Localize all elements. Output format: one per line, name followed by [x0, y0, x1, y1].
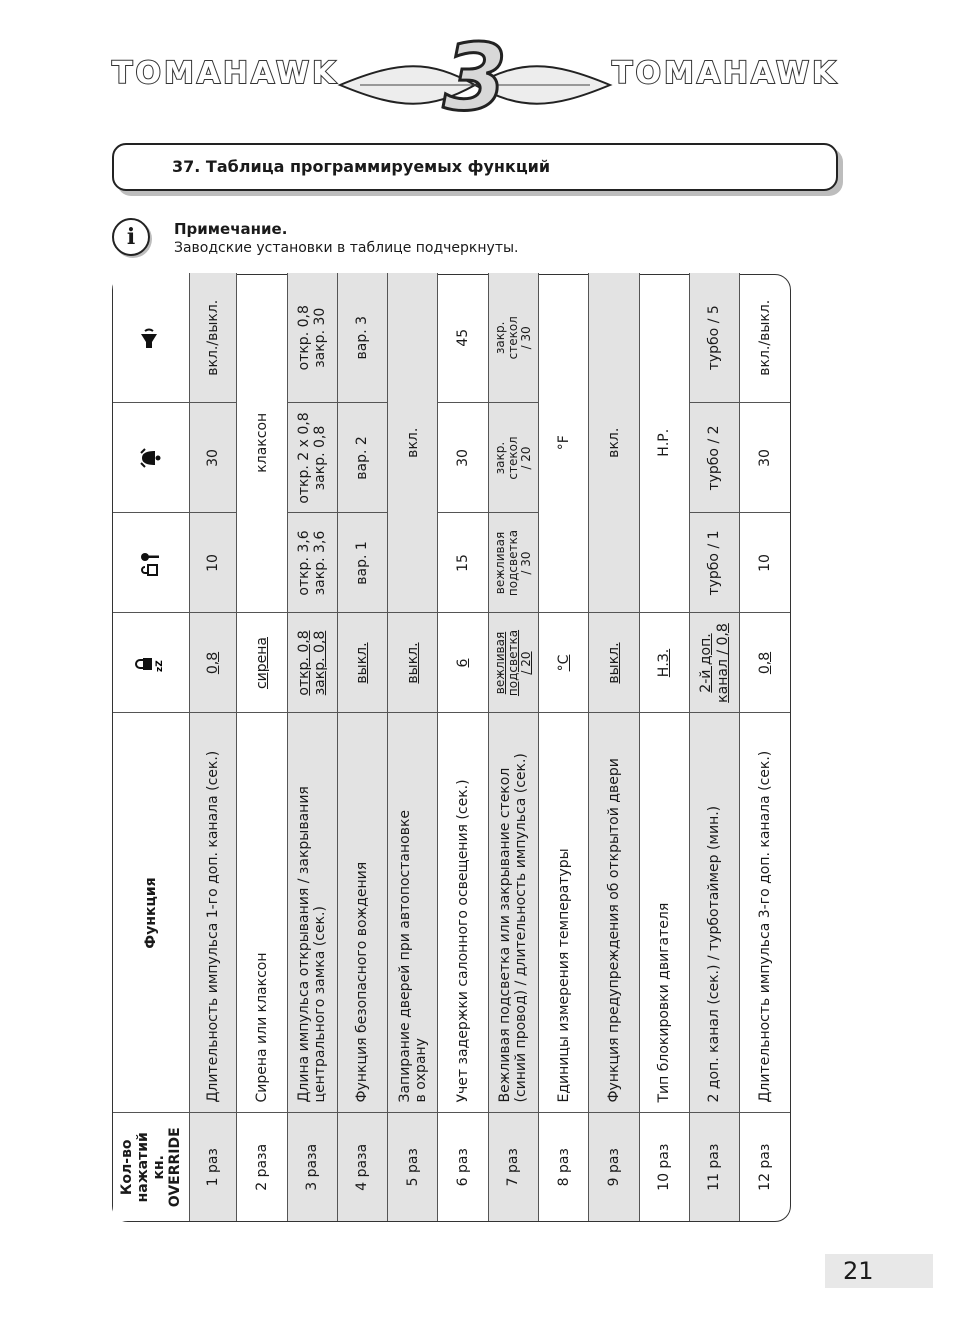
table-row [337, 273, 387, 1221]
default-value-line: сирена [253, 636, 270, 690]
option-value-3 [438, 403, 488, 513]
merged-value: °F [538, 273, 588, 613]
default-value-line: 6 [454, 658, 471, 668]
option-value-2-line: 10 [205, 554, 222, 572]
press-count: 8 раз [538, 1113, 588, 1221]
function-description [589, 713, 639, 1113]
merged-value: клаксон [237, 273, 287, 613]
table-row [237, 273, 287, 1221]
function-description [689, 713, 739, 1113]
press-count: 2 раза [237, 1113, 287, 1221]
option-value-4-line: турбо / 5 [706, 305, 723, 371]
press-count: 11 раз [689, 1113, 739, 1221]
default-value [488, 613, 538, 713]
default-value [689, 613, 739, 713]
function-description-line: Тип блокировки двигателя [656, 902, 673, 1103]
default-value-line: °C [555, 654, 572, 672]
option-value-3-line: стекол [506, 436, 521, 480]
header-col2 [113, 513, 189, 613]
option-value-3 [488, 403, 538, 513]
option-value-4-line: вкл./выкл. [205, 299, 222, 376]
option-value-2-line: 15 [454, 554, 471, 572]
press-count: 5 раз [388, 1113, 438, 1221]
function-description-line: в охрану [412, 1038, 429, 1103]
default-value-line: Н.З. [656, 648, 673, 678]
option-value-4-line: откр. 0,8 [296, 305, 313, 371]
default-value [740, 613, 790, 713]
table-row [189, 273, 236, 1221]
function-description [237, 713, 287, 1113]
option-value-2 [438, 513, 488, 613]
header-function: Функция [113, 713, 189, 1113]
functions-table-wrapper [112, 274, 791, 1222]
option-value-4 [689, 273, 739, 403]
function-description-line: (синий провод) / длительность импульса (сек.) [513, 753, 530, 1103]
function-description-line: Вежливая подсветка или закрывание стекол [497, 767, 514, 1103]
option-value-3-line: вар. 2 [354, 436, 371, 480]
option-value-2-line: / 30 [518, 551, 533, 575]
option-value-4 [438, 273, 488, 403]
section-title-box [112, 143, 838, 191]
option-value-2-line: вежливая [493, 531, 508, 595]
table-row [538, 273, 588, 1221]
default-value [237, 613, 287, 713]
option-value-4 [287, 273, 337, 403]
option-value-4-line: закр. [493, 321, 508, 354]
merged-value: вкл. [589, 273, 639, 613]
option-value-2 [337, 513, 387, 613]
table-row [287, 273, 337, 1221]
press-count: 1 раз [189, 1113, 236, 1221]
function-description-line: Сирена или клаксон [253, 952, 270, 1103]
lock-key-icon [136, 549, 162, 577]
function-description-line: Единицы измерения температуры [555, 848, 572, 1103]
default-value [589, 613, 639, 713]
option-value-4-line: 45 [454, 328, 471, 347]
function-description [287, 713, 337, 1113]
default-value-line: 0,8 [205, 651, 222, 675]
function-description [337, 713, 387, 1113]
table-row [488, 273, 538, 1221]
header-count-line: нажатий [134, 1132, 151, 1203]
default-value-line: / 20 [518, 651, 533, 675]
function-description-line: Длина импульса открывания / закрывания [296, 786, 313, 1103]
default-value [388, 613, 438, 713]
brand-logo-right: TOMAHAWK [612, 56, 839, 91]
option-value-2-line: 10 [757, 554, 774, 572]
horn-icon [138, 326, 160, 350]
option-value-2-line: подсветка [506, 529, 521, 597]
function-description [740, 713, 790, 1113]
default-value-line: выкл. [404, 642, 421, 684]
function-description [639, 713, 689, 1113]
default-value-line: 0,8 [757, 651, 774, 675]
header-col4 [113, 273, 189, 403]
function-description-line: Функция безопасного вождения [354, 861, 371, 1103]
default-value-line: канал / 0,8 [714, 623, 731, 703]
press-count: 4 раза [337, 1113, 387, 1221]
press-count: 6 раз [438, 1113, 488, 1221]
function-description [488, 713, 538, 1113]
table-row [740, 273, 790, 1221]
option-value-2-line: вар. 1 [354, 541, 371, 585]
default-value [438, 613, 488, 713]
option-value-4-line: вкл./выкл. [757, 299, 774, 376]
press-count: 10 раз [639, 1113, 689, 1221]
default-value [337, 613, 387, 713]
option-value-3-line: / 20 [518, 446, 533, 470]
page-number: 21 [825, 1254, 933, 1288]
option-value-3 [189, 403, 236, 513]
note-title: Примечание. [174, 220, 288, 238]
svg-text:zZ: zZ [154, 660, 165, 672]
table-row [689, 273, 739, 1221]
option-value-2 [189, 513, 236, 613]
functions-table [112, 274, 791, 1222]
function-description [388, 713, 438, 1113]
option-value-3-line: 30 [454, 449, 471, 467]
default-value-line: вежливая [493, 631, 508, 695]
function-description-line: Учет задержки салонного освещения (сек.) [454, 779, 471, 1103]
default-value-line: откр. 0,8 [296, 630, 313, 696]
bell-icon [137, 447, 161, 469]
option-value-3 [287, 403, 337, 513]
option-value-2-line: откр. 3,6 [296, 530, 313, 596]
merged-value: Н.Р. [639, 273, 689, 613]
table-row [388, 273, 438, 1221]
option-value-4-line: / 30 [518, 326, 533, 350]
option-value-2-line: турбо / 1 [706, 530, 723, 596]
default-value [189, 613, 236, 713]
default-value-line: выкл. [605, 642, 622, 684]
default-value [287, 613, 337, 713]
option-value-3 [740, 403, 790, 513]
option-value-4-line: закр. 30 [312, 307, 329, 368]
brand-logo-left: TOMAHAWK [112, 56, 339, 91]
option-value-3-line: закр. [493, 441, 508, 475]
model-number: 3 [442, 24, 507, 131]
default-value-line: закр. 0,8 [312, 630, 329, 696]
press-count: 7 раз [488, 1113, 538, 1221]
default-value-line: 2-й доп. [698, 633, 715, 693]
option-value-3-line: турбо / 2 [706, 425, 723, 491]
option-value-4 [488, 273, 538, 403]
option-value-4 [189, 273, 236, 403]
info-icon: i [112, 218, 150, 256]
option-value-2 [488, 513, 538, 613]
function-description-line: центрального замка (сек.) [312, 906, 329, 1103]
option-value-2-line: закр. 3,6 [312, 530, 329, 596]
option-value-2 [689, 513, 739, 613]
option-value-3-line: закр. 0,8 [312, 425, 329, 491]
option-value-3-line: 30 [757, 449, 774, 467]
page-header [0, 0, 954, 140]
section-title: 37. Таблица программируемых функций [172, 157, 551, 176]
merged-value: вкл. [388, 273, 438, 613]
option-value-4 [740, 273, 790, 403]
press-count: 9 раз [589, 1113, 639, 1221]
function-description-line: Запирание дверей при автопостановке [396, 809, 413, 1103]
lock-zz-icon [135, 652, 163, 674]
default-value-line: подсветка [506, 629, 521, 697]
table-row [589, 273, 639, 1221]
header-count-line: Кол-во [118, 1139, 135, 1196]
press-count: 3 раза [287, 1113, 337, 1221]
header-count-line: кн. OVERRIDE [150, 1127, 184, 1208]
function-description [538, 713, 588, 1113]
header-col1 [113, 613, 189, 713]
option-value-2 [287, 513, 337, 613]
option-value-3 [689, 403, 739, 513]
function-description-line: Функция предупреждения об открытой двери [605, 758, 622, 1103]
default-value-line: выкл. [354, 642, 371, 684]
header-count [113, 1113, 189, 1221]
note-text: Заводские установки в таблице подчеркнуты. [174, 240, 519, 256]
option-value-4-line: вар. 3 [354, 315, 371, 360]
option-value-2 [740, 513, 790, 613]
default-value [538, 613, 588, 713]
header-col3 [113, 403, 189, 513]
table-row [639, 273, 689, 1221]
option-value-4-line: стекол [506, 316, 521, 360]
table-row [438, 273, 488, 1221]
function-description-line: 2 доп. канал (сек.) / турботаймер (мин.) [706, 805, 723, 1103]
function-description-line: Длительность импульса 1-го доп. канала (сек.) [205, 750, 222, 1103]
option-value-3-line: откр. 2 х 0,8 [296, 412, 313, 504]
option-value-4 [337, 273, 387, 403]
option-value-3 [337, 403, 387, 513]
function-description [189, 713, 236, 1113]
press-count: 12 раз [740, 1113, 790, 1221]
function-description [438, 713, 488, 1113]
default-value [639, 613, 689, 713]
function-description-line: Длительность импульса 3-го доп. канала (сек.) [757, 750, 774, 1103]
option-value-3-line: 30 [205, 449, 222, 467]
